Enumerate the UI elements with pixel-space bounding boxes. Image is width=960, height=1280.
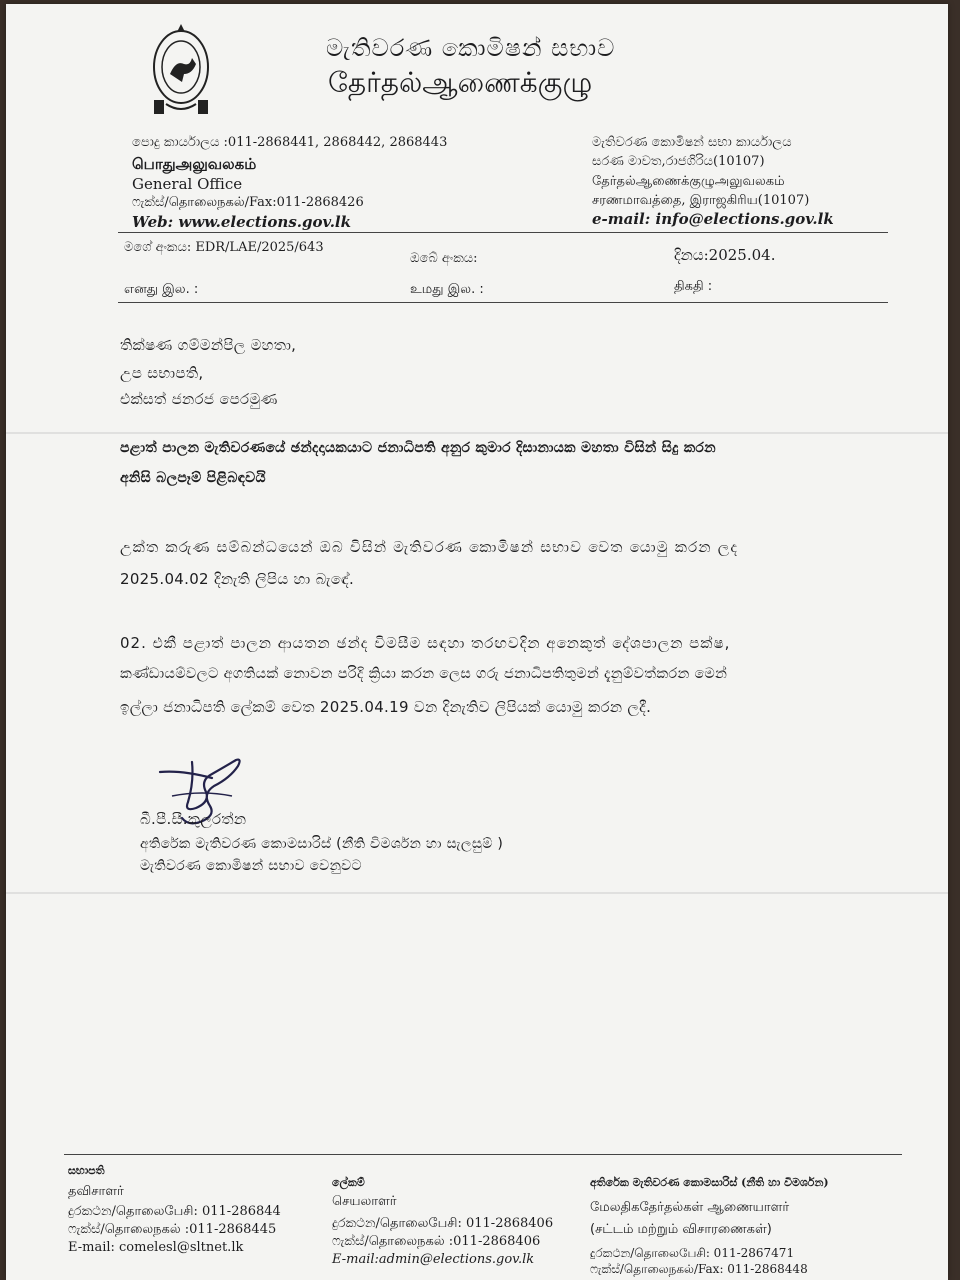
letter-date: දිනය:2025.04. [674,246,776,264]
your-reference-tamil: உமது இல. : [410,282,484,297]
paragraph-1-line-1: උක්ත කරුණ සම්බන්ධයෙන් ඔබ විසින් මැතිවරණ කොමිෂන් සභාව වෙත යොමු කරන ලද [120,538,739,556]
header-divider [118,232,888,233]
signatory-name: බී.පී.සී.කුලරත්න [140,810,247,828]
my-reference-tamil: எனது இல. : [124,282,199,297]
secretary-title-sinhala: ලේකම් [332,1176,365,1189]
addressee-party: එක්සත් ජනරජ පෙරමුණ [120,390,278,408]
signatory-title: අතිරේක මැතිවරණ කොමසාරිස් (නීති විමර්ශන හා සැලසුම් ) [140,836,504,852]
date-tamil: திகதி : [674,279,713,294]
secretary-phone: දුරකථන/தொலைபேசி: 011-2868406 [332,1216,554,1231]
general-office-fax: ෆැක්ස්/தொலைநகல்/Fax:011-2868426 [132,195,364,210]
chairman-email[interactable]: E-mail: comelesl@sltnet.lk [68,1240,244,1255]
addl-commissioner-subtitle-tamil: (சட்டம் மற்றும் விசாரணைகள்) [590,1222,772,1237]
paragraph-2-line-2: කණ්ඩායම්වලට අගතියක් නොවන පරිදි ක්‍රියා කරන ලෙස ගරු ජනාධිපතිතුමන් දැනුම්වත්කරන මෙන් [120,666,728,682]
paragraph-2-line-1: 02. එකී පළාත් පාලන ආයතන ඡන්ද විමසීම සඳහා තරඟවදින අනෙකුත් දේශපාලන පක්ෂ, [120,634,731,652]
subject-line-2: අනිසි බලපෑම් පිළිබඳවයි [120,470,266,486]
fold-line-upper [6,432,948,434]
addressee-name: තික්ෂණ ගම්මන්පිල මහතා, [120,336,297,354]
chairman-phone: දුරකථන/தொலைபேசி: 011-286844 [68,1204,281,1219]
signatory-on-behalf: මැතිවරණ කොමිෂන් සභාව වෙනුවට [140,858,362,874]
general-office-english: General Office [132,175,243,193]
addl-commissioner-title-tamil: மேலதிகதேர்தல்கள் ஆணையாளர் [590,1200,790,1215]
addl-commissioner-phone: දුරකථන/தொலைபேசி: 011-2867471 [590,1246,795,1260]
reference-divider [118,302,888,303]
commission-address-sinhala: සරණ මාවත,රාජගිරිය(10107) [592,154,765,169]
addl-commissioner-fax: ෆැක්ස්/தொலைநகல்/Fax: 011-2868448 [590,1262,808,1276]
secretary-title-tamil: செயலாளர் [332,1194,397,1209]
chairman-title-sinhala: සභාපති [68,1164,105,1177]
secretary-email[interactable]: E-mail:admin@elections.gov.lk [332,1252,535,1267]
addressee-title: උප සභාපති, [120,364,204,382]
secretary-fax: ෆැක්ස්/தொலைநகல் :011-2868406 [332,1234,541,1249]
commission-office-tamil: தேர்தல்ஆணைக்குழுஅலுவலகம் [592,174,785,189]
general-office-phone: පොදු කාර්යාලය :011-2868441, 2868442, 2868443 [132,135,448,150]
commission-email-link[interactable]: e-mail: info@elections.gov.lk [592,210,834,228]
letter-sheet [6,4,948,1280]
org-name-sinhala: මැතිවරණ කොමිෂන් සභාව [326,34,616,62]
addl-commissioner-title-sinhala: අතිරේක මැතිවරණ කොමසාරිස් (නීති හා විමර්ශන) [590,1176,829,1189]
paragraph-1-line-2: 2025.04.02 දිනැති ලිපිය හා බැඳේ. [120,570,355,588]
org-name-tamil: தேர்தல்ஆணைக்குழு [328,66,593,99]
national-emblem-icon [146,22,216,117]
general-office-tamil: பொதுஅலுவலகம் [132,155,257,173]
fold-line-lower [6,892,948,894]
my-reference-number: මගේ අංකය: EDR/LAE/2025/643 [124,240,324,255]
website-link[interactable]: Web: www.elections.gov.lk [132,213,352,231]
paragraph-2-line-3: ඉල්ලා ජනාධිපති ලේකම් වෙත 2025.04.19 වන දිනැතිව ලිපියක් යොමු කරන ලදී. [120,698,652,716]
commission-address-tamil: சரணமாவத்தை, இராஜகிரிய(10107) [592,193,810,208]
chairman-fax: ෆැක්ස්/தொலைநகல் :011-2868445 [68,1222,277,1237]
your-reference-number: ඔබේ අංකය: [410,251,478,266]
footer-divider [64,1154,902,1155]
commission-office-sinhala: මැතිවරණ කොමිෂන් සභා කාර්යාලය [592,135,792,150]
subject-line-1: පළාත් පාලන මැතිවරණයේ ඡන්දදායකයාට ජනාධිපති අනුර කුමාර දිසානායක මහතා විසින් සිදු කරන [120,440,716,456]
chairman-title-tamil: தவிசாளர் [68,1184,124,1199]
